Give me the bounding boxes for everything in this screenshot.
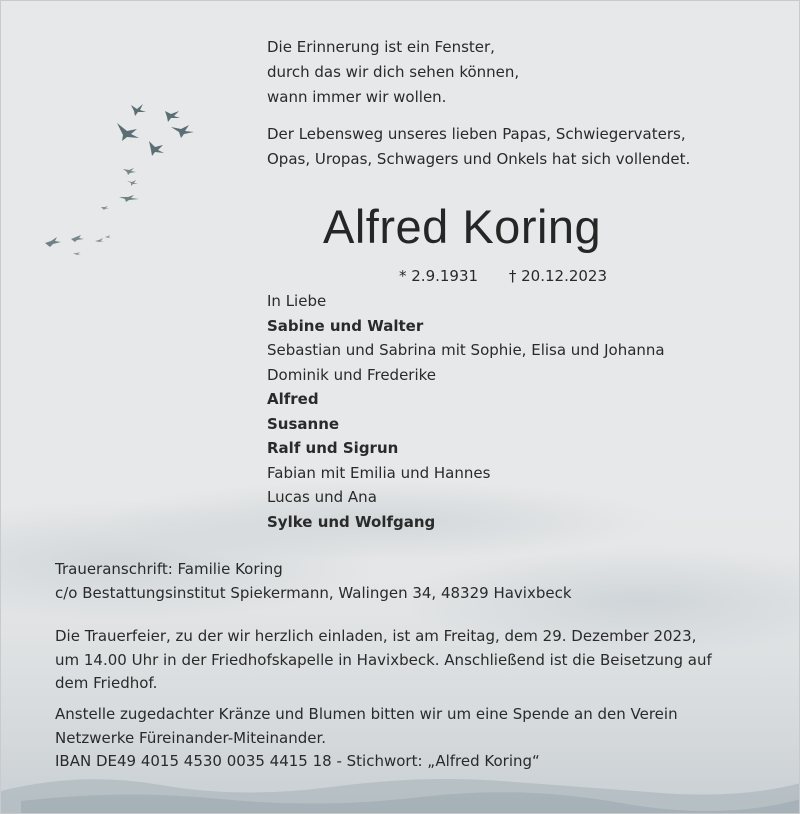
bird-icon: [95, 238, 104, 242]
poem-line: durch das wir dich sehen können,: [267, 63, 520, 81]
memorial-poem: [267, 35, 767, 172]
bird-icon: [101, 206, 109, 210]
poem-line: wann immer wir wollen.: [267, 88, 447, 106]
bird-icon: [149, 141, 164, 156]
donation-line: Netzwerke Füreinander-Miteinander.: [55, 728, 327, 747]
address-line: c/o Bestattungsinstitut Spiekermann, Walingen 34, 48329 Havixbeck: [55, 583, 572, 602]
bird-icon: [119, 195, 139, 202]
family-list: [267, 289, 767, 534]
mourning-address: [55, 558, 755, 605]
ceremony-line: dem Friedhof.: [55, 674, 158, 692]
address-line: Traueranschrift: Familie Koring: [55, 560, 283, 578]
bird-icon: [123, 168, 136, 175]
family-entry: Lucas und Ana: [267, 488, 377, 506]
ceremony-line: Die Trauerfeier, zu der wir herzlich einladen, ist am Freitag, dem 29. Dezember 2023,: [55, 627, 697, 645]
family-entry: Susanne: [267, 414, 340, 433]
ceremony-line: um 14.00 Uhr in der Friedhofskapelle in Havixbeck. Anschließend ist die Beisetzung auf: [55, 650, 712, 669]
family-entry: Fabian mit Emilia und Hannes: [267, 463, 491, 482]
donation-line: Anstelle zugedachter Kränze und Blumen bitten wir um eine Spende an den Verein: [55, 705, 678, 723]
death-date: † 20.12.2023: [508, 267, 608, 285]
family-entry: Sylke und Wolfgang: [267, 512, 436, 531]
bird-icon: [131, 104, 146, 116]
family-entry: Sabine und Walter: [267, 316, 424, 335]
birth-date: * 2.9.1931: [399, 267, 479, 285]
bird-icon: [73, 252, 81, 255]
bird-icon: [165, 111, 180, 122]
bird-icon: [71, 235, 84, 242]
bird-icon: [45, 237, 61, 247]
family-entry: Alfred: [267, 390, 319, 408]
family-entry: Ralf und Sigrun: [267, 439, 399, 457]
intro-line: Opas, Uropas, Schwagers und Onkels hat sich vollendet.: [267, 150, 691, 168]
donation-request: [55, 703, 755, 774]
greeting: In Liebe: [267, 292, 327, 310]
intro-line: Der Lebensweg unseres lieben Papas, Schwiegervaters,: [267, 125, 686, 143]
bird-icon: [105, 235, 111, 238]
birds-flock-illustration: [39, 99, 209, 259]
family-entry: Sebastian und Sabrina mit Sophie, Elisa und Johanna: [267, 341, 665, 359]
deceased-name: Alfred Koring: [323, 200, 602, 253]
poem-line: Die Erinnerung ist ein Fenster,: [267, 38, 495, 56]
bird-icon: [171, 125, 194, 138]
family-entry: Dominik und Frederike: [267, 365, 437, 384]
bird-icon: [127, 180, 138, 186]
life-dates: [399, 267, 607, 285]
funeral-info: [55, 625, 755, 696]
iban-line: IBAN DE49 4015 4530 0035 4415 18 - Stichwort: „Alfred Koring“: [55, 752, 540, 770]
bird-icon: [117, 123, 139, 141]
